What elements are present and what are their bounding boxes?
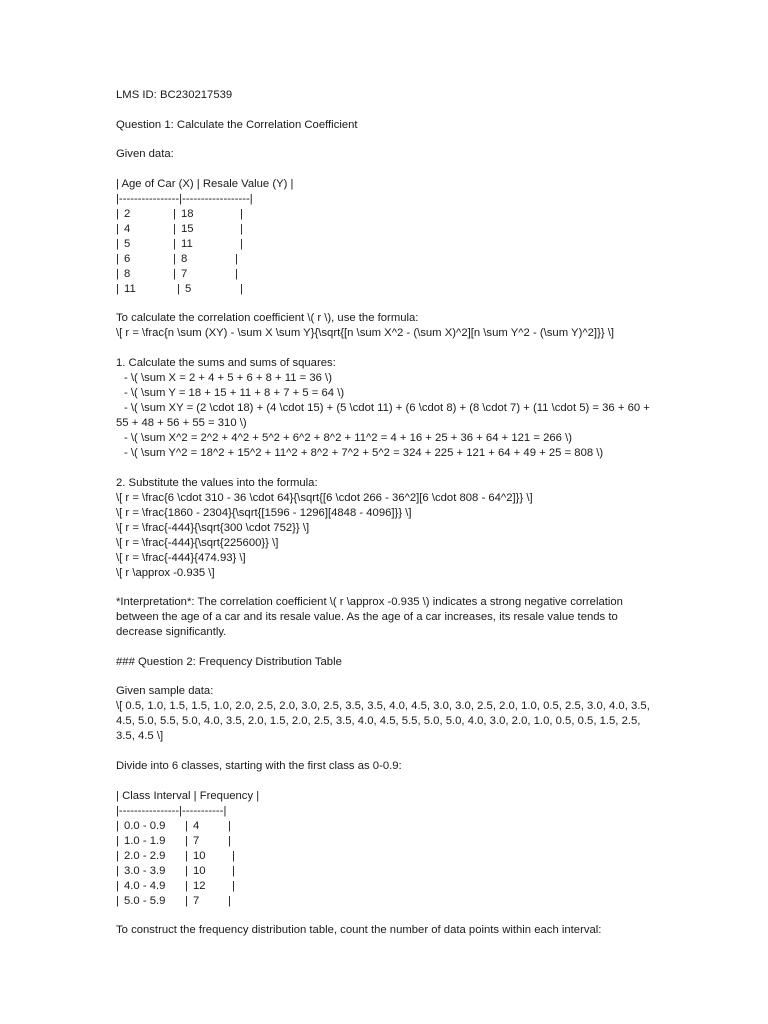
car-data-table xyxy=(116,177,656,297)
q2-given-label: Given sample data: xyxy=(116,685,214,698)
interpretation-paragraph: *Interpretation*: The correlation coefficient \( r \approx -0.935 \) indicates a strong negative correlation between the age of a car and its resale value. As the age of a car increases, its resale value tends to decrease significantly. xyxy=(116,596,623,639)
interval-cell: 2.0 - 2.9 xyxy=(124,849,166,862)
table-row: | 2 | 18 | xyxy=(116,207,243,220)
table-row: | 4 | 15 | xyxy=(116,222,243,235)
age-cell: 4 xyxy=(124,222,131,235)
correlation-formula: \[ r = \frac{n \sum (XY) - \sum X \sum Y}{\sqrt{[n \sum X^2 - (\sum X)^2][n \sum Y^2 - (\sum Y)^2]}} \] xyxy=(116,327,615,340)
substitution-line: \[ r = \frac{-444}{474.93} \] xyxy=(116,551,246,564)
age-cell: 8 xyxy=(124,267,131,280)
substitution-line: \[ r \approx -0.935 \] xyxy=(116,566,215,579)
q1-given-label: Given data: xyxy=(116,148,174,161)
step-1-title: 1. Calculate the sums and sums of squares: xyxy=(116,356,336,369)
table-row: | 1.0 - 1.9 | 7 | xyxy=(116,834,231,847)
step-2-title: 2. Substitute the values into the formula: xyxy=(116,476,318,489)
resale-cell: 7 xyxy=(181,267,188,280)
frequency-cell: 7 xyxy=(193,894,200,907)
document-page xyxy=(116,88,656,938)
resale-cell: 18 xyxy=(181,207,194,220)
substitution-line: \[ r = \frac{1860 - 2304}{\sqrt{[1596 - 1296][4848 - 4096]}} \] xyxy=(116,506,412,519)
table-separator: |----------------|-----------| xyxy=(116,804,227,817)
question-1-title: Question 1: Calculate the Correlation Coefficient xyxy=(116,118,358,131)
resale-cell: 15 xyxy=(181,222,194,235)
age-cell: 5 xyxy=(124,237,131,250)
resale-cell: 5 xyxy=(185,282,192,295)
age-cell: 11 xyxy=(124,282,136,295)
sum-xy-line: - \( \sum XY = (2 \cdot 18) + (4 \cdot 15) + (5 \cdot 11) + (6 \cdot 8) + (8 \cdot 7) + (11 \cdot 5) = 36 + 60 + 55 + 48 + 56 + 55 = 310 \) xyxy=(116,401,650,429)
table-row: | 4.0 - 4.9 | 12 | xyxy=(116,879,235,892)
interval-cell: 1.0 - 1.9 xyxy=(124,834,166,847)
table-row: | 5 | 11 | xyxy=(116,237,243,250)
age-cell: 2 xyxy=(124,207,131,220)
substitution-line: \[ r = \frac{-444}{\sqrt{300 \cdot 752}} \] xyxy=(116,521,310,534)
table-row: | 0.0 - 0.9 | 4 | xyxy=(116,819,231,832)
table-row: | 11 | 5 | xyxy=(116,282,243,295)
substitution-line: \[ r = \frac{-444}{\sqrt{225600}} \] xyxy=(116,536,279,549)
table-header: | Age of Car (X) | Resale Value (Y) | xyxy=(116,177,294,190)
table-row: | 6 | 8 | xyxy=(116,252,238,265)
interval-cell: 0.0 - 0.9 xyxy=(124,819,166,832)
sample-data: \[ 0.5, 1.0, 1.5, 1.5, 1.0, 2.0, 2.5, 2.0, 3.0, 2.5, 3.5, 3.5, 4.0, 4.5, 3.0, 3.0, 2.5, 2.0, 1.0, 0.5, 2.5, 3.0, 4.0, 3.5, 4.5, 5.0, 5.5, 5.0, 4.0, 3.5, 2.0, 1.5, 2.0, 2.5, 3.5, 4.0, 4.5, 5.5, 5.0, 5.0, 4.0, 3.0, 2.0, 1.0, 0.5, 0.5, 1.5, 2.5, 3.5, 4.5 \] xyxy=(116,700,650,743)
table-row: | 8 | 7 | xyxy=(116,267,238,280)
substitution-line: \[ r = \frac{6 \cdot 310 - 36 \cdot 64}{\sqrt{[6 \cdot 266 - 36^2][6 \cdot 808 - 64^2]}} \] xyxy=(116,491,533,504)
frequency-cell: 12 xyxy=(193,879,206,892)
resale-cell: 11 xyxy=(181,237,193,250)
interval-cell: 3.0 - 3.9 xyxy=(124,864,166,877)
frequency-cell: 7 xyxy=(193,834,200,847)
table-row: | 2.0 - 2.9 | 10 | xyxy=(116,849,235,862)
divide-instruction: Divide into 6 classes, starting with the first class as 0-0.9: xyxy=(116,759,402,772)
table-row: | 3.0 - 3.9 | 10 | xyxy=(116,864,235,877)
sum-x-line: - \( \sum X = 2 + 4 + 5 + 6 + 8 + 11 = 36 \) xyxy=(124,371,332,384)
table-row: | 5.0 - 5.9 | 7 | xyxy=(116,894,231,907)
table-separator: |----------------|------------------| xyxy=(116,192,253,205)
frequency-cell: 10 xyxy=(193,864,206,877)
frequency-cell: 10 xyxy=(193,849,206,862)
construct-instruction: To construct the frequency distribution table, count the number of data points within each interval: xyxy=(116,924,602,937)
frequency-table xyxy=(116,789,656,909)
interval-cell: 5.0 - 5.9 xyxy=(124,894,166,907)
lms-id: LMS ID: BC230217539 xyxy=(116,89,233,101)
resale-cell: 8 xyxy=(181,252,188,265)
sum-y-line: - \( \sum Y = 18 + 15 + 11 + 8 + 7 + 5 = 64 \) xyxy=(124,386,345,399)
question-2-title: ### Question 2: Frequency Distribution Table xyxy=(116,655,342,668)
interval-cell: 4.0 - 4.9 xyxy=(124,879,166,892)
sum-y-squared-line: - \( \sum Y^2 = 18^2 + 15^2 + 11^2 + 8^2 + 7^2 + 5^2 = 324 + 225 + 121 + 64 + 49 + 25 = 808 \) xyxy=(124,446,604,459)
table-header: | Class Interval | Frequency | xyxy=(116,789,260,802)
sum-x-squared-line: - \( \sum X^2 = 2^2 + 4^2 + 5^2 + 6^2 + 8^2 + 11^2 = 4 + 16 + 25 + 36 + 64 + 121 = 266 \) xyxy=(124,431,572,444)
formula-intro: To calculate the correlation coefficient \( r \), use the formula: xyxy=(116,312,419,325)
frequency-cell: 4 xyxy=(193,819,200,832)
age-cell: 6 xyxy=(124,252,131,265)
